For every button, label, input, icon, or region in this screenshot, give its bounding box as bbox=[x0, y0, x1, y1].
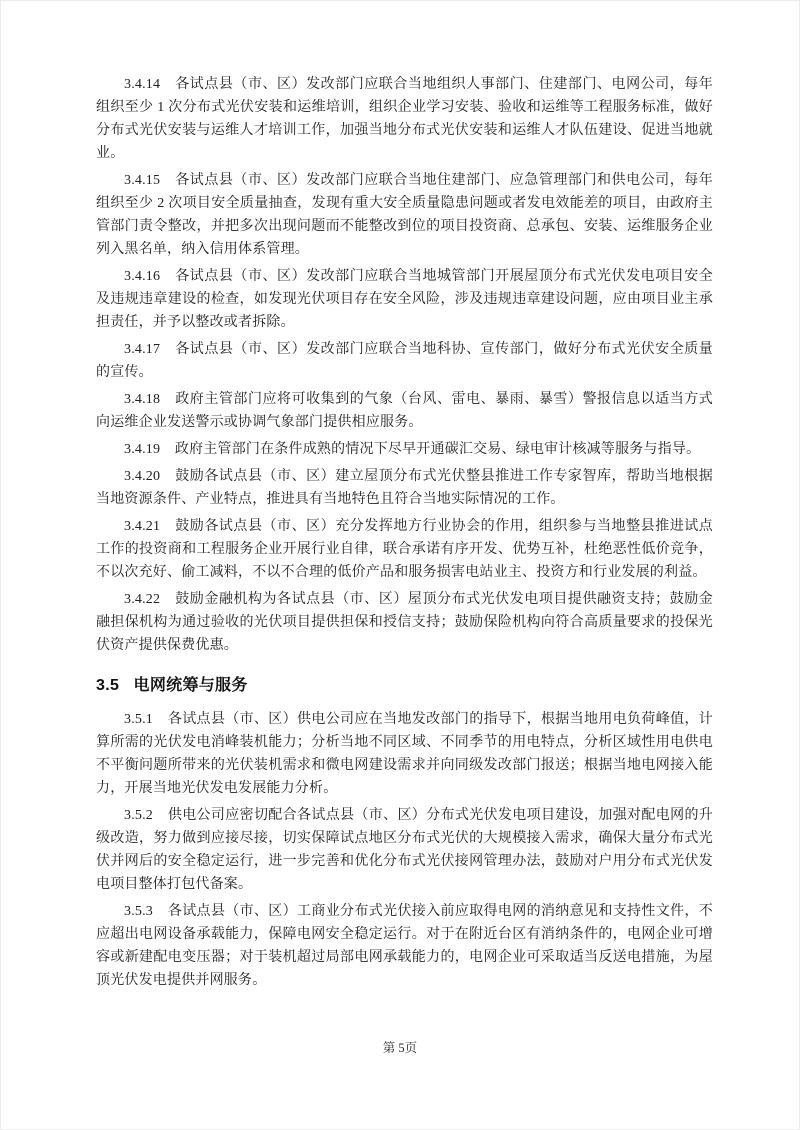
clause-number: 3.4.19 bbox=[124, 442, 161, 457]
clause-number: 3.5.2 bbox=[124, 808, 153, 823]
clause-3-5-2 bbox=[96, 804, 713, 896]
clause-text: 各试点县（市、区）发改部门应联合当地组织人事部门、住建部门、电网公司，每年组织至少 1 次分布式光伏安装和运维培训，组织企业学习安装、验收和运维等工程服务标准，做好分布式光伏安装与运维人才培训工作，加强当地分布式光伏安装和运维人才队伍建设、促进当地就业。 bbox=[96, 77, 713, 161]
clause-text: 各试点县（市、区）发改部门应联合当地科协、宣传部门，做好分布式光伏安全质量的宣传。 bbox=[96, 342, 713, 380]
clause-3-4-19 bbox=[96, 438, 713, 461]
clause-number: 3.5.1 bbox=[124, 712, 153, 727]
clause-text: 各试点县（市、区）工商业分布式光伏接入前应取得电网的消纳意见和支持性文件，不应超出电网设备承载能力，保障电网安全稳定运行。对于在附近台区有消纳条件的，电网企业可增容或新建配电变压器；对于装机超过局部电网承载能力的，电网企业可采取适当反送电措施，为屋顶光伏发电提供并网服务。 bbox=[96, 904, 713, 988]
clause-text: 供电公司应密切配合各试点县（市、区）分布式光伏发电项目建设，加强对配电网的升级改造，努力做到应接尽接，切实保障试点地区分布式光伏的大规模接入需求，确保大量分布式光伏并网后的安全稳定运行，进一步完善和优化分布式光伏接网管理办法，鼓励对户用分布式光伏发电项目整体打包代备案。 bbox=[96, 808, 713, 892]
page-number: 第 5页 bbox=[382, 1041, 418, 1055]
clause-3-4-21 bbox=[96, 515, 713, 584]
clause-text: 政府主管部门在条件成熟的情况下尽早开通碳汇交易、绿电审计核减等服务与指导。 bbox=[174, 442, 701, 457]
clause-number: 3.4.17 bbox=[124, 342, 161, 357]
clause-text: 鼓励各试点县（市、区）充分发挥地方行业协会的作用，组织参与当地整县推进试点工作的投资商和工程服务企业开展行业自律，联合承诺有序开发、优势互补，杜绝恶性低价竞争，不以次充好、偷工减料，不以不合理的低价产品和服务损害电站业主、投资方和行业发展的利益。 bbox=[96, 519, 713, 580]
clause-3-4-15 bbox=[96, 169, 713, 261]
clause-text: 鼓励各试点县（市、区）建立屋顶分布式光伏整县推进工作专家智库，帮助当地根据当地资源条件、产业特点，推进具有当地特色且符合当地实际情况的工作。 bbox=[96, 469, 713, 507]
clause-number: 3.4.22 bbox=[124, 592, 161, 607]
clause-3-5-1 bbox=[96, 708, 713, 800]
clause-number: 3.4.20 bbox=[124, 469, 161, 484]
clause-number: 3.4.14 bbox=[124, 77, 161, 92]
text-block bbox=[1, 73, 800, 996]
clause-3-4-14 bbox=[96, 73, 713, 165]
clause-3-4-18 bbox=[96, 388, 713, 434]
clause-3-4-17 bbox=[96, 338, 713, 384]
clause-3-4-20 bbox=[96, 465, 713, 511]
clause-text: 各试点县（市、区）发改部门应联合当地城管部门开展屋顶分布式光伏发电项目安全及违规违章建设的检查，如发现光伏项目存在安全风险，涉及违规违章建设问题，应由项目业主承担责任，并予以整改或者拆除。 bbox=[96, 269, 713, 330]
clause-number: 3.4.18 bbox=[124, 392, 161, 407]
clause-text: 政府主管部门应将可收集到的气象（台风、雷电、暴雨、暴雪）警报信息以适当方式向运维企业发送警示或协调气象部门提供相应服务。 bbox=[96, 392, 713, 430]
clause-text: 鼓励金融机构为各试点县（市、区）屋顶分布式光伏发电项目提供融资支持；鼓励金融担保机构为通过验收的光伏项目提供担保和授信支持；鼓励保险机构向符合高质量要求的投保光伏资产提供保费优惠。 bbox=[96, 592, 713, 653]
clause-number: 3.4.15 bbox=[124, 173, 161, 188]
section-heading-3-5 bbox=[96, 672, 713, 695]
clause-number: 3.4.21 bbox=[124, 519, 161, 534]
section-number: 3.5 bbox=[96, 677, 120, 694]
clause-3-5-3 bbox=[96, 900, 713, 992]
section-title: 电网统筹与服务 bbox=[133, 677, 248, 694]
clause-number: 3.5.3 bbox=[124, 904, 153, 919]
clause-text: 各试点县（市、区）发改部门应联合当地住建部门、应急管理部门和供电公司，每年组织至少 2 次项目安全质量抽查，发现有重大安全质量隐患问题或者发电效能差的项目，由政府主管部门责令整改，并把多次出现问题而不能整改到位的项目投资商、总承包、安装、运维服务企业列入黑名单，纳入信用体系管理。 bbox=[96, 173, 713, 257]
clause-3-4-22 bbox=[96, 588, 713, 657]
clause-3-4-16 bbox=[96, 265, 713, 334]
clause-number: 3.4.16 bbox=[124, 269, 161, 284]
clause-text: 各试点县（市、区）供电公司应在当地发改部门的指导下，根据当地用电负荷峰值，计算所需的光伏发电消峰装机能力；分析当地不同区域、不同季节的用电特点，分析区域性用电供电不平衡问题所带来的光伏装机需求和微电网建设需求并向同级发改部门报送；根据当地电网接入能力，开展当地光伏发电发展能力分析。 bbox=[96, 712, 713, 796]
